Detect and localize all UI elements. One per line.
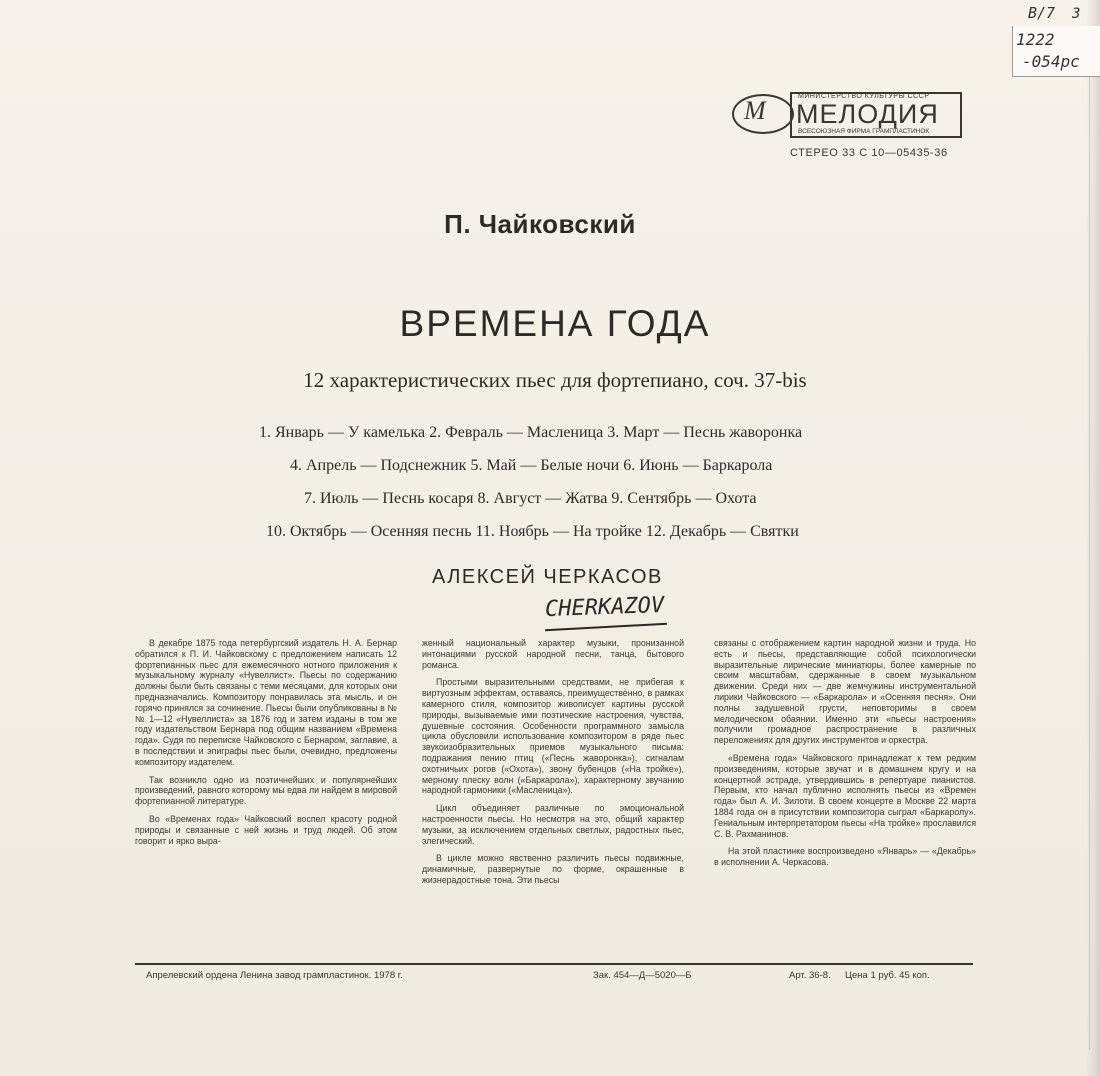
liner-notes-column-2 <box>422 638 684 893</box>
liner-notes-paragraph: Простыми выразительными средствами, не прибегая к виртуозным эффектам, оставаясь, преимущественно, в рамках камерного стиля, композитор живописует картины русской природы, вызываемые ими поэтические настроения, чувства, душевные состояния. Особенности программного замысла цикла обусловили использование композитором в ряде пьес звукоизобразительных приемов музыкального письма: подражания пению птиц («Песнь жаворонка»), сигналам охотничьих рогов («Охота»), звону бубенцов («На тройке»), мерному плеску волн («Баркарола»), характерному звучанию народной гармоники («Масленица»). <box>422 677 684 796</box>
liner-notes-column-1 <box>135 638 397 853</box>
track-list-line: 1. Январь — У камелька 2. Февраль — Масленица 3. Март — Песнь жаворонка <box>259 424 803 441</box>
liner-notes-paragraph: Цикл объединяет различные по эмоциональной настроенности пьесы. Но несмотря на это, общий характер музыки, за исключением отдельных светлых, радостных пьес, элегический. <box>422 803 684 846</box>
handwritten-mark: В/7 <box>1028 4 1056 22</box>
liner-notes-paragraph: Во «Временах года» Чайковский воспел красоту родной природы и связанные с ней жизнь и труд людей. Об этом говорит и ярко выра- <box>135 813 397 846</box>
catalog-number: СТЕРЕО 33 С 10—05435-36 <box>790 147 948 159</box>
liner-notes-paragraph: связаны с отображением картин народной жизни и труда. Но есть и пьесы, представляющие собой психологически выразительные лирические миниатюры, более камерные по своим масштабам, сдержанные в своем музыкальном движении. Среди них — две жемчужины инструментальной лирики Чайковского — «Баркарола» и «Осенняя песня». Они полны задушевной грусти, неповторимы в своем мелодическом обаянии. Именно эти «пьесы настроения» получили громадное распространение в различных переложениях для других инструментов и оркестра. <box>714 638 976 746</box>
liner-notes-paragraph: Так возникло одно из поэтичнейших и популярнейших произведений, равного которому мы едва ли найдем в мировой фортепианной литературе. <box>135 774 397 807</box>
logo-emblem-letter: М <box>744 96 766 125</box>
footer-manufacturer: Апрелевский ордена Ленина завод грампластинок. 1978 г. <box>146 970 403 981</box>
track-list-line: 10. Октябрь — Осенняя песнь 11. Ноябрь — На тройке 12. Декабрь — Святки <box>266 523 799 540</box>
liner-notes-paragraph: На этой пластинке воспроизведено «Январь» — «Декабрь» в исполнении А. Черкасова. <box>714 846 976 868</box>
liner-notes-paragraph: женный национальный характер музыки, пронизанной интонациями русской народной песни, танца, бытового романса. <box>422 638 684 670</box>
liner-notes-paragraph: В декабре 1875 года петербургский издатель Н. А. Бернар обратился к П. И. Чайковскому с предложением написать 12 фортепианных пьес для ежемесячного нотного приложения к музыкальному журналу «Нувеллист». Пьесы по содержанию должны были быть связаны с теми месяцами, для которых они предназначались. Композитору понравилась эта мысль, и он горячо принялся за сочинение. Пьесы были опубликованы в №№ 1—12 «Нувеллиста» за 1876 год и затем изданы в том же году издательством Бернара под общим названием «Времена года». Судя по переписке Чайковского с Бернаром, заглавие, а в последствии и эпиграфы пьес были, очевидно, предложены композитору издателем. <box>135 638 397 767</box>
sleeve-fold-line <box>1089 30 1090 1050</box>
performer-name: АЛЕКСЕЙ ЧЕРКАСОВ <box>432 566 663 588</box>
logo-subtitle-text: ВСЕСОЮЗНАЯ ФИРМА ГРАМПЛАСТИНОК <box>798 128 930 135</box>
logo-ministry-text: МИНИСТЕРСТВО КУЛЬТУРЫ СССР <box>798 93 930 100</box>
handwritten-signature: CHERKAZOV <box>544 592 665 623</box>
footer-article: Арт. 36-8. <box>789 970 831 981</box>
liner-notes-paragraph: «Времена года» Чайковского принадлежат к тем редким произведениям, которые звучат и в домашнем кругу и на концертной эстраде, утвердившись в репертуаре пианистов. Первым, кто начал публично исполнять пьесы из «Времен года» был А. И. Зилоти. В своем концерте в Москве 22 марта 1884 года он в присутствии композитора сыграл «Баркаролу». Гениальным интерпретатором пьесы «На тройке» прославился С. В. Рахманинов. <box>714 752 976 839</box>
handwritten-number: 3 <box>1072 6 1081 22</box>
logo-label-name: МЕЛОДИЯ <box>796 99 939 129</box>
album-title: ВРЕМЕНА ГОДА <box>399 303 711 344</box>
melodiya-logo <box>732 92 962 140</box>
composer-name: П. Чайковский <box>444 209 636 239</box>
track-list-line: 7. Июль — Песнь косаря 8. Август — Жатва 9. Сентябрь — Охота <box>304 490 757 507</box>
track-list-line: 4. Апрель — Подснежник 5. Май — Белые ночи 6. Июнь — Баркарола <box>290 457 773 474</box>
liner-notes-column-3 <box>714 638 976 875</box>
handwritten-code-line-2: -054рс <box>1022 52 1080 71</box>
liner-notes-paragraph: В цикле можно явственно различить пьесы подвижные, динамичные, развернутые по форме, окрашенные в жизнерадостные тона. Эти пьесы <box>422 853 684 885</box>
footer-order-number: Зак. 454—Д—5020—Б <box>593 970 692 981</box>
footer-divider <box>135 963 973 965</box>
footer-price: Цена 1 руб. 45 коп. <box>845 970 930 981</box>
handwritten-code-line-1: 1222 <box>1016 30 1055 49</box>
album-subtitle: 12 характеристических пьес для фортепиано, соч. 37-bis <box>303 368 807 392</box>
